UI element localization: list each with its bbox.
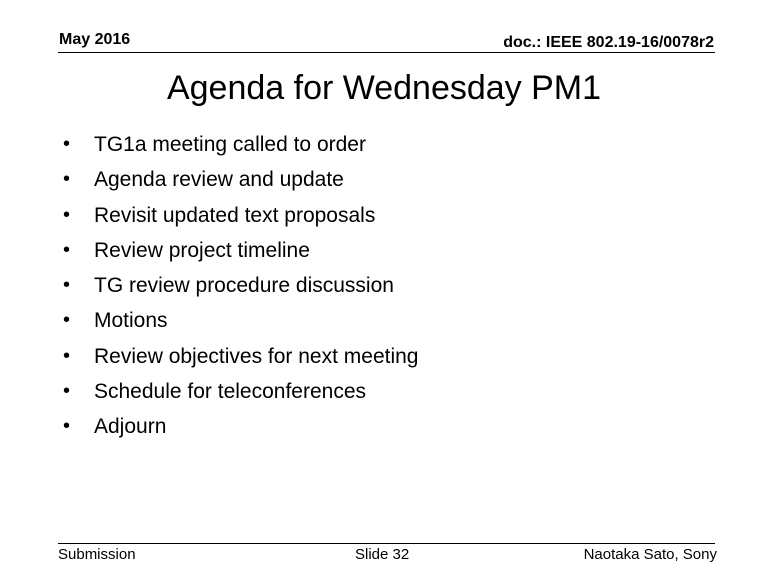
footer-submission: Submission [58, 546, 136, 563]
agenda-item-text: Schedule for teleconferences [94, 380, 367, 404]
agenda-item-text: Adjourn [94, 415, 167, 439]
agenda-item-text: Review objectives for next meeting [94, 344, 419, 368]
bullet-icon: • [63, 238, 71, 261]
agenda-item-text: Review project timeline [94, 238, 310, 262]
bullet-icon: • [63, 168, 71, 191]
header-doc-id: doc.: IEEE 802.19-16/0078r2 [503, 34, 714, 51]
slide-title: Agenda for Wednesday PM1 [166, 69, 602, 107]
bullet-icon: • [63, 380, 71, 403]
bullet-icon: • [63, 274, 71, 297]
footer-author: Naotaka Sato, Sony [583, 546, 717, 563]
header-date: May 2016 [59, 31, 131, 48]
bullet-icon: • [63, 309, 71, 332]
bullet-icon: • [63, 203, 71, 226]
bullet-icon: • [63, 344, 71, 367]
agenda-item-text: TG review procedure discussion [94, 274, 394, 298]
agenda-item-text: Revisit updated text proposals [94, 203, 376, 227]
agenda-item-text: Motions [94, 309, 168, 333]
header-divider [58, 52, 715, 53]
footer-divider [58, 543, 715, 544]
footer-slide-number: Slide 32 [355, 546, 410, 563]
agenda-item-text: TG1a meeting called to order [94, 133, 366, 156]
agenda-item-text: Agenda review and update [94, 168, 344, 192]
bullet-icon: • [63, 133, 71, 155]
bullet-icon: • [63, 415, 71, 438]
